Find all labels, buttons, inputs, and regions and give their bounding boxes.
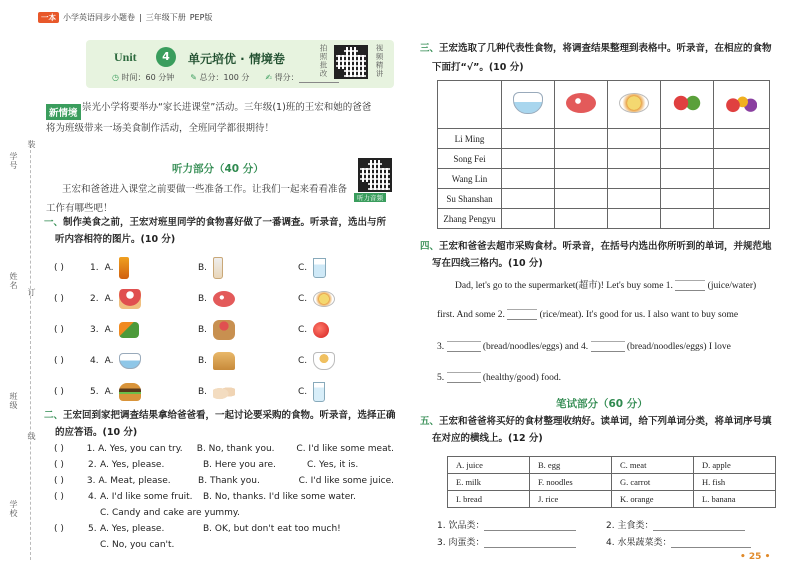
q1-items xyxy=(54,252,384,407)
q1-item-2: ( ) 2. A. B. C. xyxy=(54,283,384,314)
q2-item-2: ( ) 2. A. Yes, please. B. Here you are. C. Yes, it is. xyxy=(54,460,359,470)
student-name: Su Shanshan xyxy=(438,189,502,209)
check-cell[interactable] xyxy=(660,189,713,209)
q1-item-3: ( ) 3. A. B. C. xyxy=(54,314,384,345)
gutter-label-id: 学号 xyxy=(9,152,18,170)
check-cell[interactable] xyxy=(713,149,769,169)
situation-text-1: 崇光小学将要举办“家长进课堂”活动。三年级(1)班的王宏和她的爸爸 xyxy=(82,102,372,113)
student-name: Li Ming xyxy=(438,129,502,149)
total-score: ✎ 总分：100 分 xyxy=(190,73,250,82)
q1-item-5: ( ) 5. A. B. C. xyxy=(54,376,384,407)
glass-icon[interactable] xyxy=(313,382,325,402)
unit-header xyxy=(86,40,394,88)
rice-bowl-icon[interactable] xyxy=(119,353,141,369)
word-cell: J. rice xyxy=(530,491,612,508)
blank-5[interactable] xyxy=(447,372,481,383)
check-cell[interactable] xyxy=(502,189,555,209)
q4-sentence-4: 5. (healthy/good) food. xyxy=(437,373,561,383)
series-name: 小学英语同步小题卷 xyxy=(63,12,135,22)
check-cell[interactable] xyxy=(660,209,713,229)
category-drinks: 1. 饮品类： xyxy=(437,518,576,531)
blank-1[interactable] xyxy=(675,280,705,291)
noodles-icon xyxy=(619,93,649,113)
word-cell: B. egg xyxy=(530,457,612,474)
juice-bottle-icon[interactable] xyxy=(119,257,129,279)
answer-paren[interactable]: ( ) xyxy=(54,293,64,304)
basket-icon[interactable] xyxy=(213,320,235,340)
q5-title: 五、王宏和爸爸将买好的食材整理收纳好。读单词，给下列单词分类，将单词序号填 xyxy=(420,416,772,427)
category-staples: 2. 主食类： xyxy=(606,518,745,531)
cut-mark-1: 装 xyxy=(27,140,36,149)
pen-icon: ✍ xyxy=(265,73,273,82)
q1-title: 一、制作美食之前，王宏对班里同学的食物喜好做了一番调查。听录音，选出与所 xyxy=(44,217,387,228)
score-icon: ✎ xyxy=(190,73,197,82)
q2-item-4-c: C. Candy and cake are yummy. xyxy=(100,508,240,518)
check-cell[interactable] xyxy=(660,129,713,149)
category-fruit-veg: 4. 水果蔬菜类： xyxy=(606,535,751,548)
bread-icon[interactable] xyxy=(213,352,235,370)
meat-icon[interactable] xyxy=(213,291,235,307)
check-cell[interactable] xyxy=(713,189,769,209)
check-cell[interactable] xyxy=(554,149,607,169)
word-cell: L. banana xyxy=(694,491,776,508)
q4-title-2: 写在四线三格内。(10 分) xyxy=(432,258,543,269)
table-row xyxy=(438,189,770,209)
gutter-label-class: 班级 xyxy=(9,392,18,410)
table-row xyxy=(438,129,770,149)
word-cell: E. milk xyxy=(448,474,530,491)
q3-title-2: 下面打“√”。(10 分) xyxy=(432,62,524,73)
check-cell[interactable] xyxy=(660,169,713,189)
answer-paren[interactable]: ( ) xyxy=(54,444,64,454)
table-row xyxy=(448,474,776,491)
word-cell: D. apple xyxy=(694,457,776,474)
rice-bowl-icon xyxy=(513,92,543,114)
category-meat-eggs: 3. 肉蛋类： xyxy=(437,535,576,548)
q1-title-2: 听内容相符的图片。(10 分) xyxy=(55,234,176,245)
check-cell[interactable] xyxy=(713,209,769,229)
check-cell[interactable] xyxy=(554,209,607,229)
cut-mark-2: 订 xyxy=(27,288,36,297)
word-cell: A. juice xyxy=(448,457,530,474)
series-header xyxy=(38,10,212,24)
q2-title-2: 的应答语。(10 分) xyxy=(55,427,138,438)
q5-title-2: 在对应的横线上。(12 分) xyxy=(432,433,543,444)
blank-2[interactable] xyxy=(507,309,537,320)
cut-mark-3: 线 xyxy=(27,432,36,441)
series-badge: 一本 xyxy=(38,12,59,23)
milk-bottle-icon[interactable] xyxy=(213,257,223,279)
listening-qr-caption: 听力音频 xyxy=(354,193,386,202)
word-cell: G. carrot xyxy=(612,474,694,491)
check-cell[interactable] xyxy=(607,169,660,189)
blank-4[interactable] xyxy=(591,341,625,352)
food-col-noodles xyxy=(607,81,660,129)
gained-score: ✍ 得分： xyxy=(265,72,338,83)
answer-line[interactable] xyxy=(653,530,745,531)
qr-left-label: 拍照批改 xyxy=(319,44,328,78)
student-name: Wang Lin xyxy=(438,169,502,189)
time-limit: ◷ 时间：60 分钟 xyxy=(112,73,175,82)
word-cell: K. orange xyxy=(612,491,694,508)
table-row xyxy=(448,491,776,508)
vegetables-icon xyxy=(672,93,702,113)
food-col-rice xyxy=(502,81,555,129)
gutter-label-name: 姓名 xyxy=(9,272,18,290)
answer-paren[interactable]: ( ) xyxy=(54,262,64,273)
word-cell: I. bread xyxy=(448,491,530,508)
q3-title: 三、王宏选取了几种代表性食物，将调查结果整理到表格中。听录音，在相应的食物 xyxy=(420,43,772,54)
dot-icon: • xyxy=(740,552,746,562)
carrots-icon[interactable] xyxy=(119,322,139,338)
food-col-meat xyxy=(554,81,607,129)
check-cell[interactable] xyxy=(554,189,607,209)
table-row xyxy=(438,209,770,229)
q2-items xyxy=(54,441,394,553)
cake-icon[interactable] xyxy=(119,289,141,309)
word-cell: F. noodles xyxy=(530,474,612,491)
word-cell: H. fish xyxy=(694,474,776,491)
binding-line xyxy=(30,140,31,560)
table-row xyxy=(438,149,770,169)
q4-sentence-2: first. And some 2. (rice/meat). It's good for us. I also want to buy some xyxy=(437,310,739,320)
student-name: Zhang Pengyu xyxy=(438,209,502,229)
check-cell[interactable] xyxy=(713,169,769,189)
blank-3[interactable] xyxy=(447,341,481,352)
fruit-icon xyxy=(725,92,757,114)
situation-text-2: 将为班级带来一场美食制作活动，全班同学都很期待！ xyxy=(46,123,275,134)
answer-paren[interactable]: ( ) xyxy=(54,476,64,486)
eggs-icon[interactable] xyxy=(213,384,235,400)
check-cell[interactable] xyxy=(502,149,555,169)
check-cell[interactable] xyxy=(502,169,555,189)
answer-paren[interactable]: ( ) xyxy=(54,355,64,366)
answer-paren[interactable]: ( ) xyxy=(54,324,64,335)
exam-meta xyxy=(112,72,339,83)
meat-icon xyxy=(566,93,596,113)
q2-item-5: ( ) 5. A. Yes, please. B. OK, but don't eat too much! xyxy=(54,524,341,534)
qr-code-icon[interactable] xyxy=(334,45,368,79)
student-name: Song Fei xyxy=(438,149,502,169)
clock-icon: ◷ xyxy=(112,73,119,82)
noodle-bowl-icon[interactable] xyxy=(313,352,335,370)
food-col-vegetables xyxy=(660,81,713,129)
table-row xyxy=(438,169,770,189)
answer-paren[interactable]: ( ) xyxy=(54,460,64,470)
q2-title: 二、王宏回到家把调查结果拿给爸爸看，一起讨论要采购的食物。听录音，选择正确 xyxy=(44,410,396,421)
answer-paren[interactable]: ( ) xyxy=(54,492,64,502)
listening-intro-1: 王宏和爸爸进入课堂之前要做一些准备工作。让我们一起来看看准备 xyxy=(62,184,348,195)
check-cell[interactable] xyxy=(502,129,555,149)
check-cell[interactable] xyxy=(607,149,660,169)
q2-item-4: ( ) 4. A. I'd like some fruit. B. No, thanks. I'd like some water. xyxy=(54,492,356,502)
answer-line[interactable] xyxy=(484,530,576,531)
listening-intro-2: 工作有哪些吧！ xyxy=(46,203,113,214)
check-cell[interactable] xyxy=(502,209,555,229)
check-cell[interactable] xyxy=(607,189,660,209)
q4-sentence-1: Dad, let's go to the supermarket(超市)! Let's buy some 1. (juice/water) xyxy=(455,281,757,291)
grade-label: 三年级下册 xyxy=(145,12,186,22)
dot-icon: • xyxy=(764,552,771,562)
table-header-row xyxy=(438,81,770,129)
header-divider: | xyxy=(139,12,142,22)
q4-title: 四、王宏和爸爸去超市采购食材。听录音，在括号内选出你所听到的单词，并规范地 xyxy=(420,241,772,252)
qr-right-label: 视频精讲 xyxy=(375,44,384,78)
edition-label: PEP版 xyxy=(189,12,213,22)
survey-table xyxy=(437,80,770,229)
apple-icon[interactable] xyxy=(313,322,329,338)
check-cell[interactable] xyxy=(554,129,607,149)
noodles-icon[interactable] xyxy=(313,291,335,307)
q1-item-4: ( ) 4. A. B. C. xyxy=(54,345,384,376)
q2-item-3: ( ) 3. A. Meat, please. B. Thank you. C. I'd like some juice. xyxy=(54,476,394,486)
check-cell[interactable] xyxy=(713,129,769,149)
answer-paren[interactable]: ( ) xyxy=(54,386,64,397)
listening-title: 听力部分（40 分） xyxy=(172,163,264,175)
unit-title: 单元培优 · 情境卷 xyxy=(188,52,285,66)
check-cell[interactable] xyxy=(554,169,607,189)
listening-qr-icon[interactable] xyxy=(358,158,392,192)
page-number: • 25 • xyxy=(740,552,771,562)
check-cell[interactable] xyxy=(607,129,660,149)
check-cell[interactable] xyxy=(660,149,713,169)
unit-number: 4 xyxy=(156,47,176,67)
word-table xyxy=(447,456,776,508)
q2-item-1: ( ) 1. A. Yes, you can try. B. No, thank you. C. I'd like some meat. xyxy=(54,444,394,454)
answer-line[interactable] xyxy=(671,547,751,548)
situation-tag: 新情境 xyxy=(46,104,81,120)
table-row xyxy=(448,457,776,474)
word-cell: C. meat xyxy=(612,457,694,474)
unit-label: Unit xyxy=(114,50,137,64)
written-title: 笔试部分（60 分） xyxy=(556,398,648,410)
hamburger-icon[interactable] xyxy=(119,383,141,401)
gutter-label-school: 学校 xyxy=(9,500,18,518)
water-glass-icon[interactable] xyxy=(313,258,326,278)
q4-sentence-3: 3. (bread/noodles/eggs) and 4. (bread/noodles/eggs) I love xyxy=(437,342,731,352)
table-corner xyxy=(438,81,502,129)
answer-line[interactable] xyxy=(484,547,576,548)
check-cell[interactable] xyxy=(607,209,660,229)
q2-item-5-c: C. No, you can't. xyxy=(100,540,175,550)
q1-item-1: ( ) 1. A. B. C. xyxy=(54,252,384,283)
answer-paren[interactable]: ( ) xyxy=(54,524,64,534)
food-col-fruit xyxy=(713,81,769,129)
